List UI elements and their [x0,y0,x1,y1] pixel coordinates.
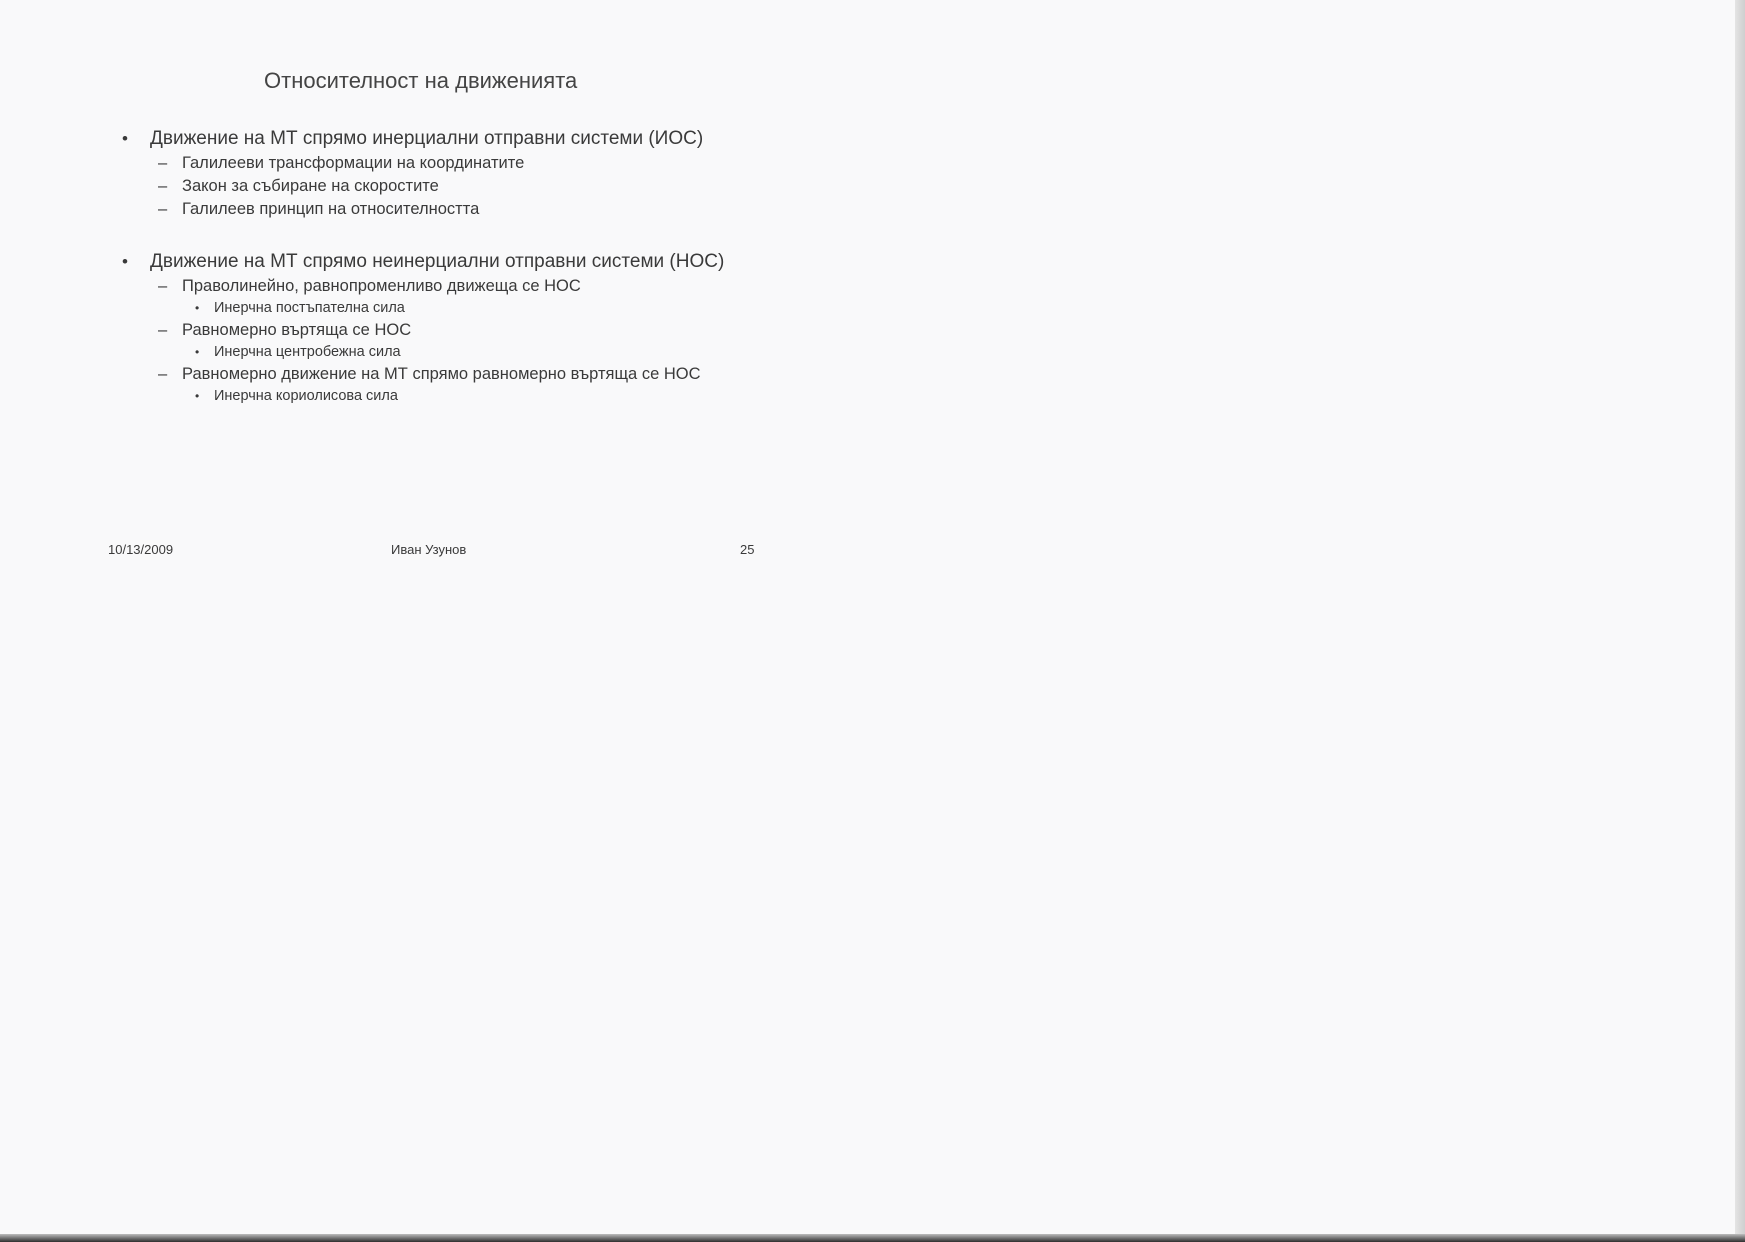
dash-marker: – [158,177,168,195]
sub-sub-item-text: Инерчна кориолисова сила [214,388,398,404]
sub-sub-list [182,299,740,317]
sub-sub-list [182,343,740,361]
sub-sub-list [182,387,740,405]
bullet-list [100,128,740,437]
list-item [150,321,740,361]
dash-marker: – [158,277,168,295]
list-item [150,277,740,317]
sub-sub-item-text: Инерчна центробежна сила [214,344,401,360]
slide-title: Относителност на движенията [264,68,578,93]
list-item [150,200,740,219]
slide [100,60,780,570]
sub-list [150,277,740,405]
sub-item-text: Равномерно движение на МТ спрямо равномерно въртяща се НОС [182,365,701,383]
sub-item-text: Закон за събиране на скоростите [182,177,439,195]
bullet-marker: • [195,389,200,403]
list-item [182,387,740,405]
bullet-marker: • [122,129,128,148]
bullet-text: Движение на МТ спрямо инерциални отправни системи (ИОС) [150,128,704,149]
sub-item-text: Праволинейно, равнопроменливо движеща се НОС [182,277,581,295]
scan-edge-bottom [0,1234,1745,1242]
footer-date: 10/13/2009 [108,542,174,557]
footer-page-number: 25 [740,542,755,557]
sub-list [150,154,740,219]
list-item [150,365,740,405]
bullet-marker: • [122,252,128,271]
footer-author: Иван Узунов [391,542,467,557]
list-item [150,154,740,173]
bullet-text: Движение на МТ спрямо неинерциални отправни системи (НОС) [150,251,725,272]
list-item [182,343,740,361]
list-item [100,128,740,219]
sub-item-text: Галилеев принцип на относителността [182,200,480,218]
dash-marker: – [158,200,168,218]
list-item [150,177,740,196]
dash-marker: – [158,154,168,172]
sub-item-text: Галилееви трансформации на координатите [182,154,525,172]
bullet-marker: • [195,301,200,315]
scan-edge-right [1735,0,1745,1242]
list-item [100,251,740,405]
list-item [182,299,740,317]
sub-sub-item-text: Инерчна постъпателна сила [214,300,405,316]
bullet-marker: • [195,345,200,359]
dash-marker: – [158,365,168,383]
sub-item-text: Равномерно въртяща се НОС [182,321,412,339]
dash-marker: – [158,321,168,339]
